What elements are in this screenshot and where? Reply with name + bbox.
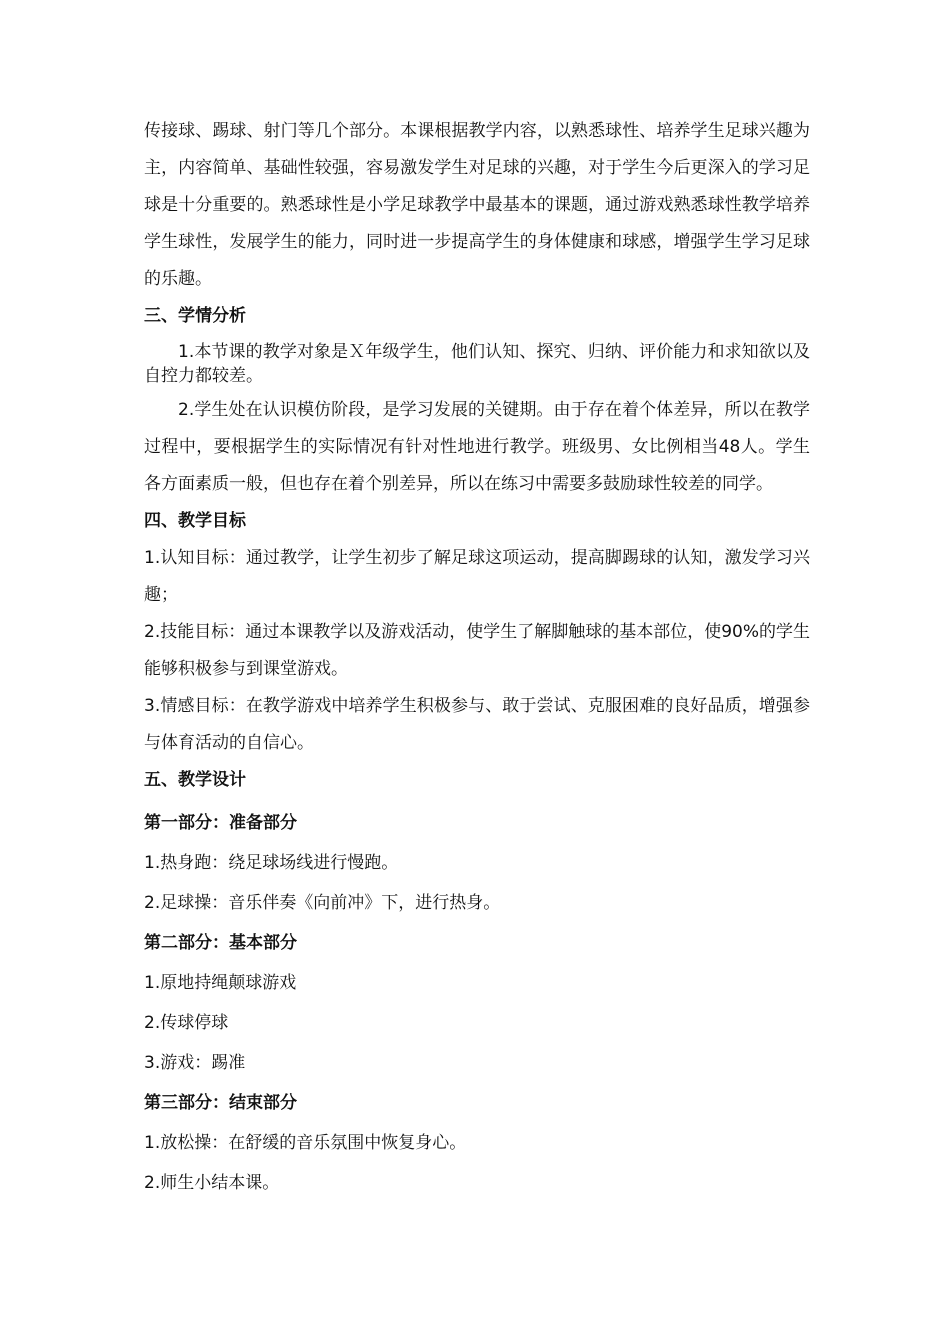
part-2-item: 3.游戏：踢准 (144, 1053, 246, 1073)
goal-skill: 2.技能目标：通过本课教学以及游戏活动，使学生了解脚触球的基本部位，使90%的学生能够积极参与到课堂游戏。 (144, 622, 811, 679)
part-1-item: 1.热身跑：绕足球场线进行慢跑。 (144, 853, 399, 873)
part-3-item: 1.放松操：在舒缓的音乐氛围中恢复身心。 (144, 1133, 467, 1153)
part-2-heading: 第二部分：基本部分 (144, 933, 297, 953)
section-3-heading: 三、学情分析 (144, 306, 246, 326)
section-3-paragraph-2: 2.学生处在认识模仿阶段，是学习发展的关键期。由于存在着个体差异，所以在教学过程中，要根据学生的实际情况有针对性地进行教学。班级男、女比例相当48人。学生各方面素质一般，但也存在着个别差异，所以在练习中需要多鼓励球性较差的同学。 (144, 400, 810, 494)
part-2-item: 2.传球停球 (144, 1013, 229, 1033)
goal-cognitive: 1.认知目标：通过教学，让学生初步了解足球这项运动，提高脚踢球的认知，激发学习兴趣； (144, 548, 810, 605)
intro-paragraph: 传接球、踢球、射门等几个部分。本课根据教学内容，以熟悉球性、培养学生足球兴趣为主，内容简单、基础性较强，容易激发学生对足球的兴趣，对于学生今后更深入的学习足球是十分重要的。熟悉球性是小学足球教学中最基本的课题，通过游戏熟悉球性教学培养学生球性，发展学生的能力，同时进一步提高学生的身体健康和球感，增强学生学习足球的乐趣。 (144, 121, 810, 289)
part-2-item: 1.原地持绳颠球游戏 (144, 973, 297, 993)
section-5-heading: 五、教学设计 (144, 770, 246, 790)
part-3-item: 2.师生小结本课。 (144, 1173, 280, 1193)
section-4-heading: 四、教学目标 (144, 511, 246, 531)
part-1-heading: 第一部分：准备部分 (144, 813, 297, 833)
part-3-heading: 第三部分：结束部分 (144, 1093, 297, 1113)
section-3-paragraph-1: 1.本节课的教学对象是Ｘ年级学生，他们认知、探究、归纳、评价能力和求知欲以及自控力都较差。 (144, 342, 810, 386)
goal-emotional: 3.情感目标：在教学游戏中培养学生积极参与、敢于尝试、克服困难的良好品质，增强参与体育活动的自信心。 (144, 696, 810, 753)
part-1-item: 2.足球操：音乐伴奏《向前冲》下，进行热身。 (144, 893, 501, 913)
document-body (144, 113, 810, 1203)
